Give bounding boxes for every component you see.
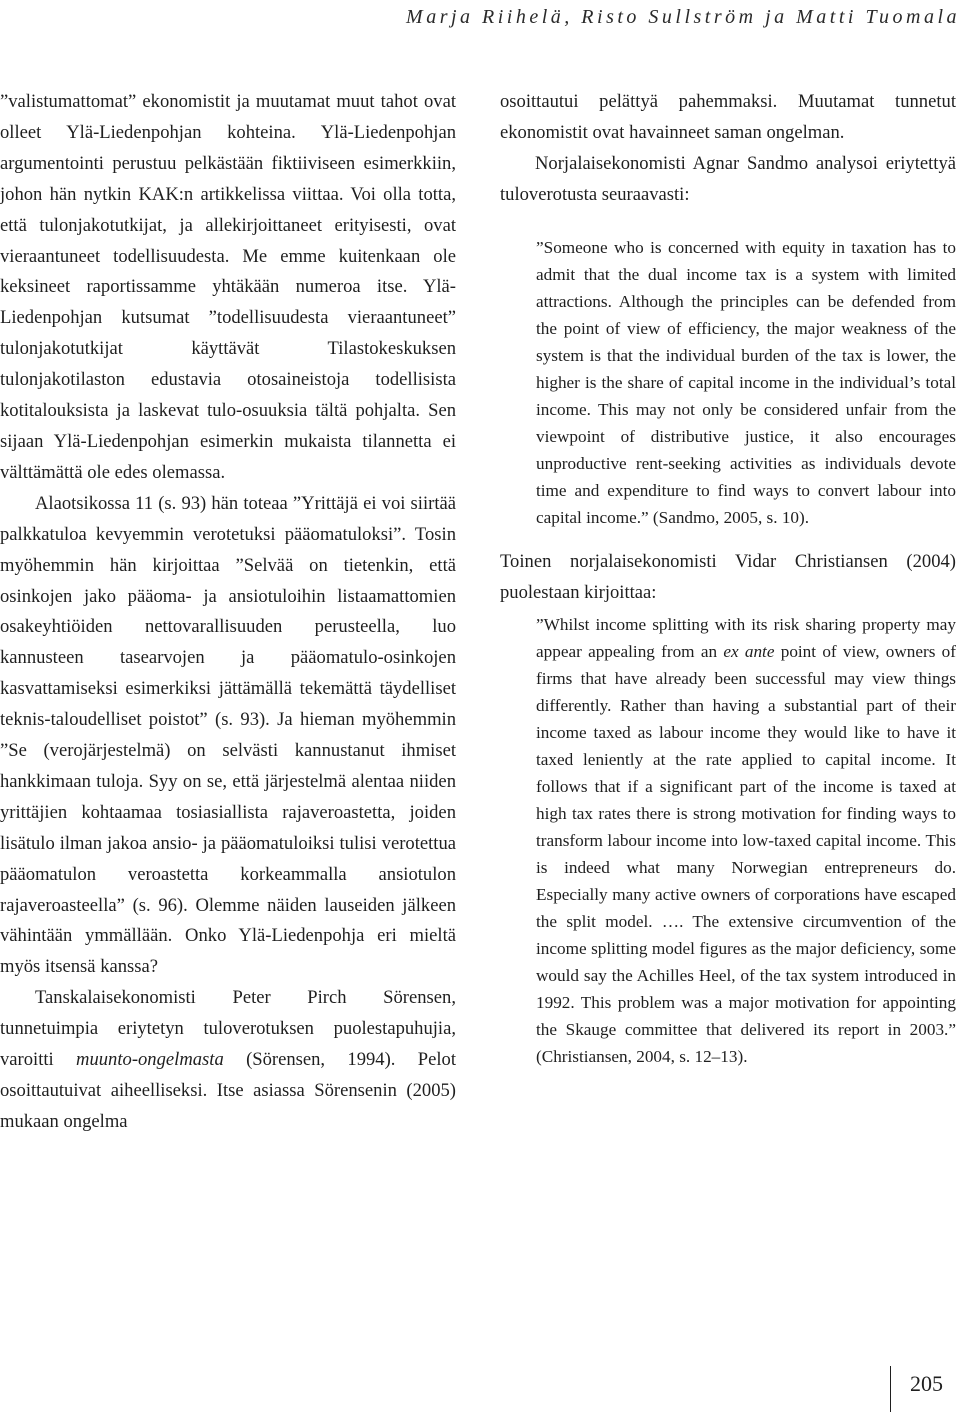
right-paragraph-1: osoittautui pelättyä pahemmaksi. Muutamat tunnetut ekonomistit ovat havainneet saman ongelman. xyxy=(500,91,956,143)
block-quote-christiansen-text-b: point of view, owners of firms that have already been successful may view things differently. Rather than having a substantial part of their income taxed as labour income they would like to have it taxed leniently at the rate applied to capital income. It follows that if a significant part of the income is taxed at high tax rates there is strong motivation for finding ways to transform labour income into low-taxed capital income. This is indeed what many Norwegian entrepreneurs do. Especially many active owners of corporations have escaped the split model. …. The extensive circumvention of the income splitting model figures as the major deficiency, some would say the Achilles Heel, of the tax system introduced in 1992. This problem was a major motivation for appointing the Skauge committee that delivered its report in 2003.” (Christiansen, 2004, s. 12–13). xyxy=(536,642,956,1067)
block-quote-christiansen xyxy=(500,611,956,1070)
left-paragraph-2: Alaotsikossa 11 (s. 93) hän toteaa ”Yrittäjä ei voi siirtää palkkatuloa kevyemmin verotetuksi pääomatuloksi”. Tosin myöhemmin hän kirjoittaa ”Selvää on tietenkin, että osinkojen jako pääoma- ja ansiotuloihin listaamattomien osakeyhtiöiden nettovarallisuuden perusteella, luo kannusteen tasearvojen ja pääomatulo-osinkojen kasvattamiseksi esimerkiksi jättämällä tekemättä täydelliset teknis-taloudelliset poistot” (s. 93). Ja hieman myöhemmin ”Se (verojärjestelmä) on selvästi kannustanut ihmiset hankkimaan tuloja. Syy on se, että järjestelmä alentaa niiden yrittäjien kohtaamaa tosiasiallista rajaveroastetta, joiden lisätulo ilman jakoa ansio- ja pääomatuloiksi tulisi verotettua pääomatulon veroastetta korkeammalla ansiotulon rajaveroasteella” (s. 96). Olemme näiden lauseiden jälkeen vähintään ymmällään. Onko Ylä-Liedenpohja eri mieltä myös itsensä kanssa? xyxy=(0,492,456,978)
left-paragraph-3-text-a: Tanskalaisekonomisti Peter Pirch Sörensen, tunnetuimpia eriytetyn tuloverotuksen puolestapuhujia, varoitti xyxy=(0,987,456,1071)
block-quote-christiansen-text xyxy=(536,611,956,1070)
left-paragraph-3-emphasis: muunto-ongelmasta xyxy=(76,1049,224,1071)
left-paragraph-1: ”valistumattomat” ekonomistit ja muutamat muut tahot ovat olleet Ylä-Liedenpohjan kohteina. Ylä-Liedenpohjan argumentointi perustuu pelkästään fiktiiviseen esimerkkiin, johon hän nytkin KAK:n artikkelissa viittaa. Voi olla totta, että tulonjakotutkijat, ja allekirjoittaneet erityisesti, ovat vieraantuneet todellisuudesta. Me emme kuitenkaan ole keksineet raportissamme yhtäkään numeroa itse. Ylä-Liedenpohjan kutsumat ”todellisuudesta vieraantuneet” tulonjakotutkijat käyttävät Tilastokeskuksen tulonjakotilaston edustavia otosaineistoja todellisista kotitalouksista ja laskevat tulo-osuuksia tältä pohjalta. Sen sijaan Ylä-Liedenpohjan esimerkin mukaista tilannetta ei välttämättä ole edes olemassa. xyxy=(0,91,456,483)
block-quote-sandmo-text: ”Someone who is concerned with equity in taxation has to admit that the dual income tax is a system with limited attractions. Although the principles can be defended from the point of view of efficiency, the major weakness of the system is that the individual burden of the tax is lower, the higher is the share of capital income in the individual’s total income. This may not only be considered unfair from the viewpoint of distributive justice, it also encourages unproductive rent-seeking activities as individuals devote time and expenditure to find ways to convert labour into capital income.” (Sandmo, 2005, s. 10). xyxy=(536,237,956,527)
right-paragraph-2: Norjalaisekonomisti Agnar Sandmo analysoi eriytettyä tuloverotusta seuraavasti: xyxy=(500,152,956,205)
right-column xyxy=(500,87,956,1070)
left-column xyxy=(0,87,456,1138)
block-quote-christiansen-text-a: ”Whilst income splitting with its risk sharing property may appear appealing from an xyxy=(536,615,956,662)
block-quote-christiansen-emphasis: ex ante xyxy=(723,642,775,662)
page-number-rule xyxy=(890,1366,891,1412)
page-number: 205 xyxy=(910,1371,943,1396)
left-paragraph-3 xyxy=(0,983,456,1138)
right-paragraph-3: Toinen norjalaisekonomisti Vidar Christiansen (2004) puolestaan kirjoittaa: xyxy=(500,550,956,603)
left-paragraph-3-text-b: (Sörensen, 1994). Pelot osoittautuivat aiheelliseksi. Itse asiassa Sörensenin (2005) mukaan ongelma xyxy=(0,1049,456,1132)
block-quote-sandmo xyxy=(500,234,956,531)
running-header: Marja Riihelä, Risto Sullström ja Matti Tuomala xyxy=(406,6,960,28)
